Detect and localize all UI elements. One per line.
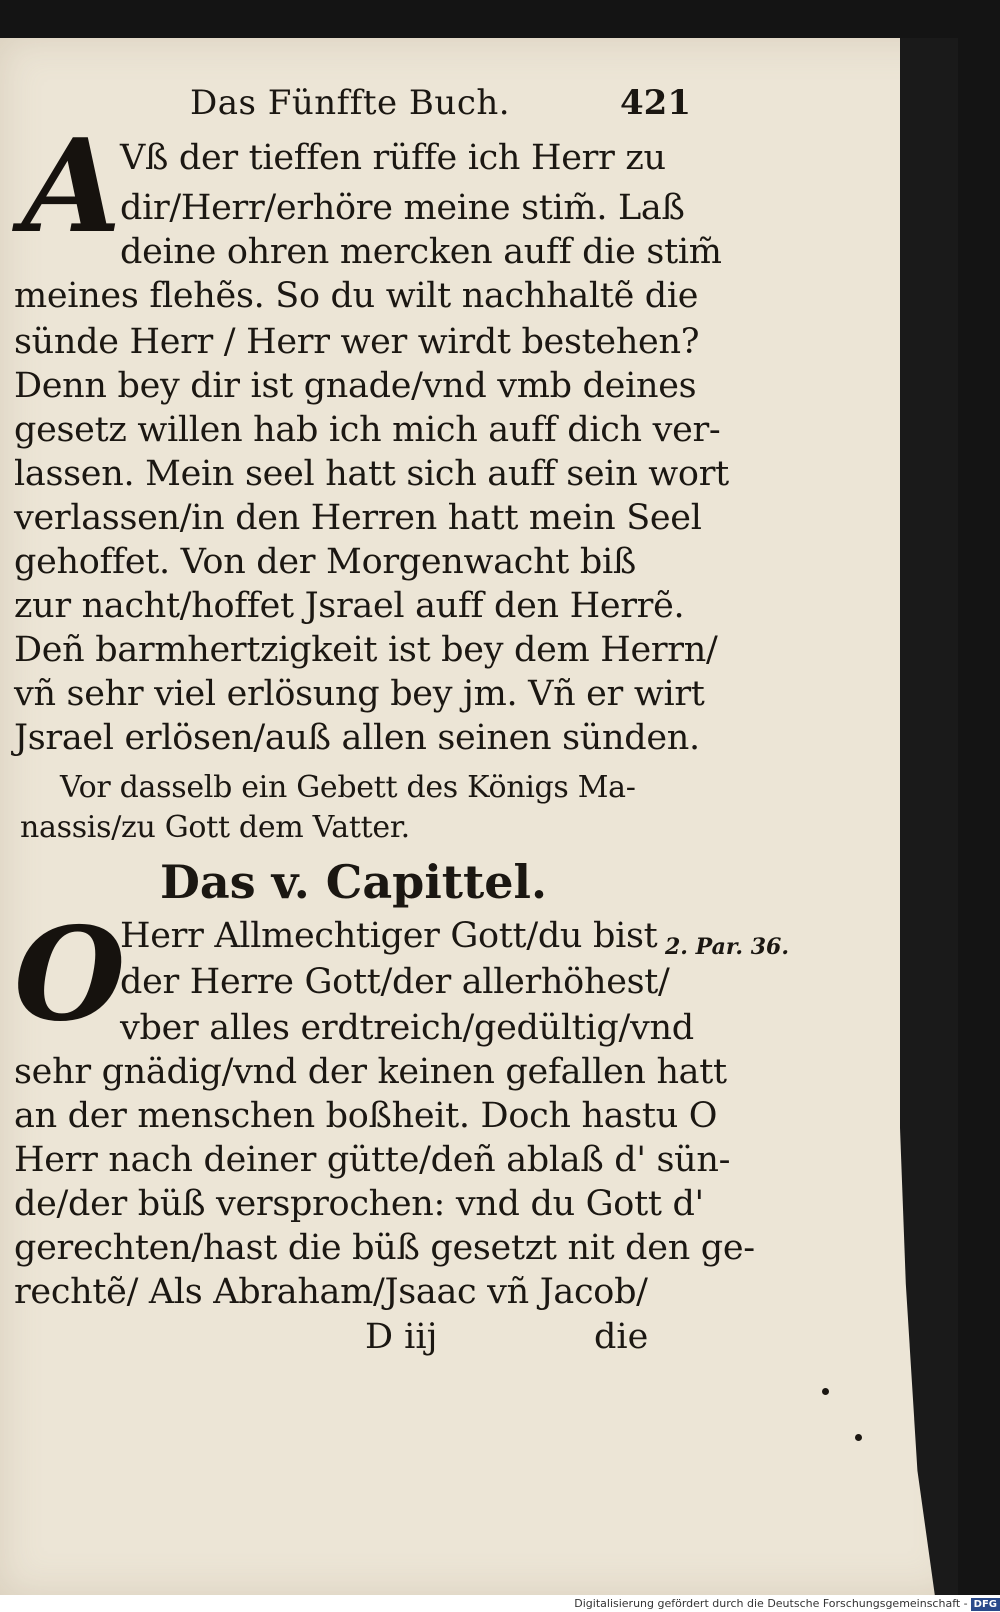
digitization-credit <box>560 1595 1000 1612</box>
text-line: Vß der tieffen rüffe ich Herr zu <box>120 138 666 178</box>
text-line: dir/Herr/erhöre meine stim̃. Laß <box>120 188 685 228</box>
margin-note: 2. Par. 36. <box>665 934 789 960</box>
text-line: gerechten/hast die büß gesetzt nit den ge- <box>14 1228 755 1268</box>
text-line: Jsrael erlösen/auß allen seinen sünden. <box>14 718 700 758</box>
caption-line: Vor dasselb ein Gebett des Königs Ma- <box>60 770 636 805</box>
text-line: rechtẽ/ Als Abraham/Jsaac vñ Jacob/ <box>14 1272 648 1312</box>
decorated-initial: A <box>22 112 122 262</box>
text-line: gesetz willen hab ich mich auff dich ver- <box>14 410 721 450</box>
text-line: deine ohren mercken auff die stim̃ <box>120 232 722 272</box>
text-line: Deñ barmhertzigkeit ist bey dem Herrn/ <box>14 630 718 670</box>
ink-speck <box>855 1434 862 1441</box>
catchword: die <box>594 1317 649 1357</box>
running-head: Das Fünffte Buch. <box>190 83 511 123</box>
text-line: Herr Allmechtiger Gott/du bist <box>120 916 658 956</box>
text-line: Herr nach deiner gütte/deñ ablaß d' sün- <box>14 1140 731 1180</box>
credit-text: Digitalisierung gefördert durch die Deutsche Forschungsgemeinschaft - <box>574 1597 968 1610</box>
text-line: sünde Herr / Herr wer wirdt bestehen? <box>14 322 700 362</box>
text-line: verlassen/in den Herren hatt mein Seel <box>14 498 702 538</box>
text-line: der Herre Gott/der allerhöhest/ <box>120 962 670 1002</box>
signature-mark: D iij <box>365 1317 438 1357</box>
text-line: meines flehẽs. So du wilt nachhaltẽ die <box>14 276 699 316</box>
text-line: an der menschen boßheit. Doch hastu O <box>14 1096 718 1136</box>
ink-speck <box>822 1388 829 1395</box>
chapter-heading: Das v. Capittel. <box>160 855 548 909</box>
text-line: Denn bey dir ist gnade/vnd vmb deines <box>14 366 697 406</box>
text-line: sehr gnädig/vnd der keinen gefallen hatt <box>14 1052 727 1092</box>
page-number: 421 <box>620 83 691 123</box>
caption-line: nassis/zu Gott dem Vatter. <box>20 810 410 845</box>
dfg-logo: DFG <box>971 1598 1000 1611</box>
decorated-initial: O <box>14 900 126 1050</box>
text-line: de/der büß versprochen: vnd du Gott d' <box>14 1184 704 1224</box>
text-line: zur nacht/hoffet Jsrael auff den Herrẽ. <box>14 586 685 626</box>
text-line: gehoffet. Von der Morgenwacht biß <box>14 542 636 582</box>
text-line: lassen. Mein seel hatt sich auff sein wort <box>14 454 729 494</box>
text-line: vber alles erdtreich/gedültig/vnd <box>120 1008 694 1048</box>
text-line: vñ sehr viel erlösung bey jm. Vñ er wirt <box>14 674 705 714</box>
